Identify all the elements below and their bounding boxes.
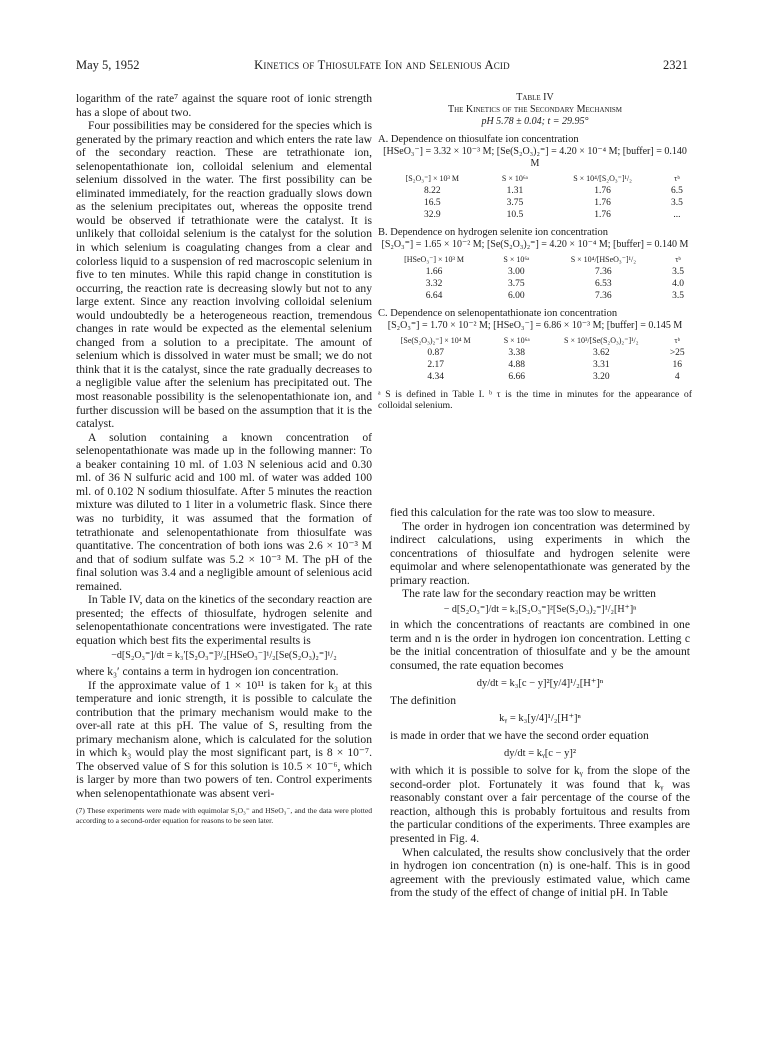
paragraph: The rate law for the secondary reaction may be written bbox=[402, 587, 656, 601]
paragraph: When calculated, the results show conclusively that the order in hydrogen ion concentration (n) is one-half. This is in good agreement with the previously estimated value, which came from the study of the effect of change of initial pH. In Table bbox=[390, 845, 690, 900]
table-row bbox=[378, 278, 692, 290]
table-row bbox=[378, 197, 692, 209]
table-row bbox=[378, 266, 692, 278]
table-cell: ... bbox=[673, 210, 681, 220]
rate-equation-left: −d[S₂O₃⁼]/dt = k₃′[S₂O₃⁼]³/₂[HSeO₃⁻]¹/₂[Se(S₂O₃)₂⁼]¹/₂ bbox=[111, 650, 337, 662]
page-number: 2321 bbox=[663, 58, 688, 72]
column-header: S × 10³/[Se(S₂O₃)₂⁼]¹/₂ bbox=[564, 336, 639, 345]
column-header: S × 10⁶ᵃ bbox=[503, 255, 530, 264]
right-paragraphs-3 bbox=[390, 694, 690, 708]
table-cell: 16 bbox=[672, 360, 683, 370]
column-header: τᵇ bbox=[674, 336, 681, 345]
table-cell: 3.75 bbox=[508, 279, 525, 289]
table-cell: 3.00 bbox=[508, 267, 525, 277]
paragraph: where k₃′ contains a term in hydrogen ion concentration. bbox=[76, 664, 339, 678]
paragraph: is made in order that we have the second order equation bbox=[390, 729, 649, 743]
paragraph: If the approximate value of 1 × 10¹¹ is taken for k₃ at this temperature and ionic strength, it is possible to calculate the contribution that the primary mechanism would make to the over-all rate at this pH. The value of S, resulting from the primary mechanism alone, which is calculated for the solution in which k₃ would play the most significant part, is 8 × 10⁻⁷. The observed value of S for this solution is 10.5 × 10⁻⁶, which is larger by more than two powers of ten. Control experiments when selenopentathionate was absent veri- bbox=[76, 678, 372, 800]
paragraph: Four possibilities may be considered for the species which is generated by the primary reaction and which enters the rate law of the secondary reaction. These are tetrathionate ion, selenopentathionate ion, colloidal selenium and elemental selenium dissolved in the water. The first possibility can be eliminated immediately, for the reaction gradually slows down as the selenium precipitates out, whereas the opposite trend would be observed if tetrathionate were the catalyst. It is unlikely that colloidal selenium is the catalyst for the solution in which selenium is coagulating changes from a clear and colorless liquid to a suspension of red macroscopic selenium in five to ten minutes. While this rapid change in constitution is occurring, the reaction rate is decreasing slowly but not to any large extent. Since any reaction involving colloidal selenium would undoubtedly be a heterogeneous reaction, tremendous changes in rate would be expected as the elemental selenium changed from a solution to a precipitate. The amount of selenium which is dissolved in water must be small; we do not think that it is the catalyst, since the rate gradually decreases to a negligible value after the selenium has precipitated out. The most reasonable possibility is the selenopentathionate ion, and further discussion will be based on the assumption that it is the catalyst. bbox=[76, 119, 372, 431]
table-row bbox=[378, 209, 692, 221]
table-cell: 3.5 bbox=[671, 198, 683, 208]
table-cell: 6.00 bbox=[508, 291, 525, 301]
table-cell: 7.36 bbox=[595, 267, 612, 277]
paragraph: A solution containing a known concentration of selenopentathionate was made up in the following manner: To a beaker containing 10 ml. of 1.03 N selenious acid and 0.30 ml. of 36 N sulfuric acid and 100 ml. of water was added 100 ml. of 0.102 N sodium thiosulfate. After 5 minutes the reaction mixture was diluted to 1 liter in a volumetric flask. Since there was no turbidity, it was assumed that the formation of tetrathionate and selenopentathionate from thiosulfate was quantitative. The concentration of both ions was 2.6 × 10⁻³ M and that of sodium sulfate was 5.2 × 10⁻³ M. The pH of the final solution was 3.4 and a negligible amount of selenious acid remained. bbox=[76, 430, 372, 593]
table-cell: 32.9 bbox=[423, 210, 441, 220]
table-row bbox=[378, 347, 692, 359]
table-title: The Kinetics of the Secondary Mechanism bbox=[447, 104, 623, 115]
table-cell: 3.62 bbox=[592, 348, 610, 358]
right-column bbox=[390, 506, 690, 900]
table-cell: 3.20 bbox=[592, 372, 610, 382]
right-paragraphs bbox=[390, 506, 690, 601]
column-header: [S₂O₃⁼] × 10³ M bbox=[405, 174, 459, 183]
column-header: τᵇ bbox=[674, 174, 680, 183]
table-cell: 4 bbox=[674, 372, 680, 382]
table-row bbox=[378, 359, 692, 371]
table-cell: 7.36 bbox=[595, 291, 612, 301]
table-cell: 6.53 bbox=[595, 279, 612, 289]
paragraph: fied this calculation for the rate was too slow to measure. bbox=[390, 506, 655, 519]
table-cell: 3.32 bbox=[425, 279, 443, 289]
table-cell: 4.88 bbox=[508, 360, 525, 370]
table-cell: 16.5 bbox=[423, 198, 441, 208]
table-cell: 1.76 bbox=[594, 210, 611, 220]
table-cell: 2.17 bbox=[427, 360, 444, 370]
column-header: [HSeO₃⁻] × 10³ M bbox=[404, 255, 465, 264]
table-cell: 3.38 bbox=[508, 348, 525, 358]
table-cell: 3.5 bbox=[672, 267, 684, 277]
column-header: [Se(S₂O₃)₂⁼] × 10⁴ M bbox=[400, 336, 471, 345]
footnote-7: (7) These experiments were made with equimolar S₂O₃⁼ and HSeO₃⁻, and the data were plotted according to a second-order equation for reasons to be seen later. bbox=[76, 806, 372, 826]
table-subtitle: pH 5.78 ± 0.04; t = 29.95° bbox=[481, 116, 589, 127]
table-cell: 4.34 bbox=[427, 372, 444, 382]
table-section-heading: C. Dependence on selenopentathionate ion concentration bbox=[378, 308, 618, 319]
table-cell: 6.66 bbox=[508, 372, 525, 382]
table-cell: 0.87 bbox=[427, 348, 444, 358]
table-section-data bbox=[378, 173, 692, 221]
table-section-condition: [S₂O₃⁼] = 1.70 × 10⁻² M; [HSeO₃⁻] = 6.86 × 10⁻³ M; [buffer] = 0.145 M bbox=[387, 320, 683, 331]
table-label: Table IV bbox=[516, 92, 554, 103]
column-header: τᵇ bbox=[675, 255, 681, 264]
table-cell: >25 bbox=[669, 348, 685, 358]
dydt-equation: dy/dt = k₃[c − y]²[y/4]¹/₂[H⁺]ⁿ bbox=[476, 677, 604, 689]
left-paragraphs-2 bbox=[76, 665, 372, 800]
right-paragraphs-5 bbox=[390, 764, 690, 899]
table-row bbox=[378, 290, 692, 302]
table-cell: 1.66 bbox=[425, 267, 443, 277]
paragraph: logarithm of the rate⁷ against the square root of ionic strength has a slope of about two. bbox=[76, 92, 372, 119]
paragraph: with which it is possible to solve for kᵧ from the slope of the second-order plot. Fortunately it was found that kᵧ was reasonably constant over a fair percentage of the course of the reaction, although this is probably fortuitous and results from the particular conditions of the experiments. Three examples are presented in Fig. 4. bbox=[390, 764, 690, 846]
left-column bbox=[76, 92, 372, 826]
table-footnote: ᵃ S is defined in Table I. ᵇ τ is the time in minutes for the appearance of colloidal selenium. bbox=[378, 389, 692, 411]
table-cell: 1.76 bbox=[594, 198, 611, 208]
table-section-heading: B. Dependence on hydrogen selenite ion concentration bbox=[378, 227, 609, 238]
table-cell: 10.5 bbox=[506, 210, 524, 220]
table-cell: 1.76 bbox=[594, 186, 611, 196]
paragraph: The definition bbox=[390, 694, 457, 708]
table-cell: 8.22 bbox=[423, 186, 441, 196]
table-row bbox=[378, 185, 692, 197]
column-header: S × 10⁶ᵃ bbox=[501, 174, 528, 183]
header-title: Kinetics of Thiosulfate Ion and Selenious Acid bbox=[254, 58, 510, 72]
column-header: S × 10⁴/[HSeO₃⁻]¹/₂ bbox=[570, 255, 636, 264]
header-date: May 5, 1952 bbox=[76, 58, 140, 72]
column-header: S × 10⁴/[S₂O₃⁼]¹/₂ bbox=[573, 174, 632, 183]
paragraph: in which the concentrations of reactants are combined in one term and n is the order in hydrogen ion concentration. Letting c be the initial concentration of thiosulfate and y be the amount consumed, the rate equation becomes bbox=[390, 618, 690, 673]
right-paragraphs-4 bbox=[390, 729, 690, 743]
paragraph: The order in hydrogen ion concentration was determined by indirect calculations, using experiments in which the concentrations of thiosulfate and hydrogen selenite were equimolar and where selenopentathionate was generated by the primary reaction. bbox=[390, 519, 690, 587]
table-cell: 3.31 bbox=[592, 360, 610, 370]
paragraph: In Table IV, data on the kinetics of the secondary reaction are presented; the effects of thiosulfate, hydrogen selenite and selenopentathionate concentrations were investigated. The rate equation which best fits the experimental results is bbox=[76, 593, 372, 647]
table-row bbox=[378, 371, 692, 383]
column-header: S × 10⁶ᵃ bbox=[503, 336, 530, 345]
right-paragraphs-2 bbox=[390, 618, 690, 672]
page-header bbox=[76, 58, 688, 74]
left-paragraphs bbox=[76, 92, 372, 647]
table-cell: 6.64 bbox=[425, 291, 443, 301]
table-cell: 6.5 bbox=[671, 186, 683, 196]
table-iv bbox=[378, 92, 692, 411]
table-cell: 3.5 bbox=[672, 291, 684, 301]
table-section-condition: [S₂O₃⁼] = 1.65 × 10⁻² M; [Se(S₂O₃)₂⁼] = 4.20 × 10⁻⁴ M; [buffer] = 0.140 M bbox=[381, 239, 689, 250]
rate-law-equation: − d[S₂O₃⁼]/dt = k₃[S₂O₃⁼]²[Se(S₂O₃)₂⁼]¹/₂[H⁺]ⁿ bbox=[443, 603, 637, 615]
table-sections bbox=[378, 134, 692, 383]
table-cell: 4.0 bbox=[672, 279, 684, 289]
second-order-equation: dy/dt = kᵧ[c − y]² bbox=[503, 747, 576, 759]
table-section-data bbox=[378, 335, 692, 383]
table-section-heading: A. Dependence on thiosulfate ion concentration bbox=[378, 134, 579, 145]
table-cell: 3.75 bbox=[506, 198, 524, 208]
table-section-data bbox=[378, 254, 692, 302]
table-section-condition: [HSeO₃⁻] = 3.32 × 10⁻³ M; [Se(S₂O₃)₂⁼] = 4.20 × 10⁻⁴ M; [buffer] = 0.140 M bbox=[383, 146, 687, 169]
ky-definition: kᵧ = k₃[y/4]¹/₂[H⁺]ⁿ bbox=[499, 712, 581, 724]
table-cell: 1.31 bbox=[506, 186, 524, 196]
